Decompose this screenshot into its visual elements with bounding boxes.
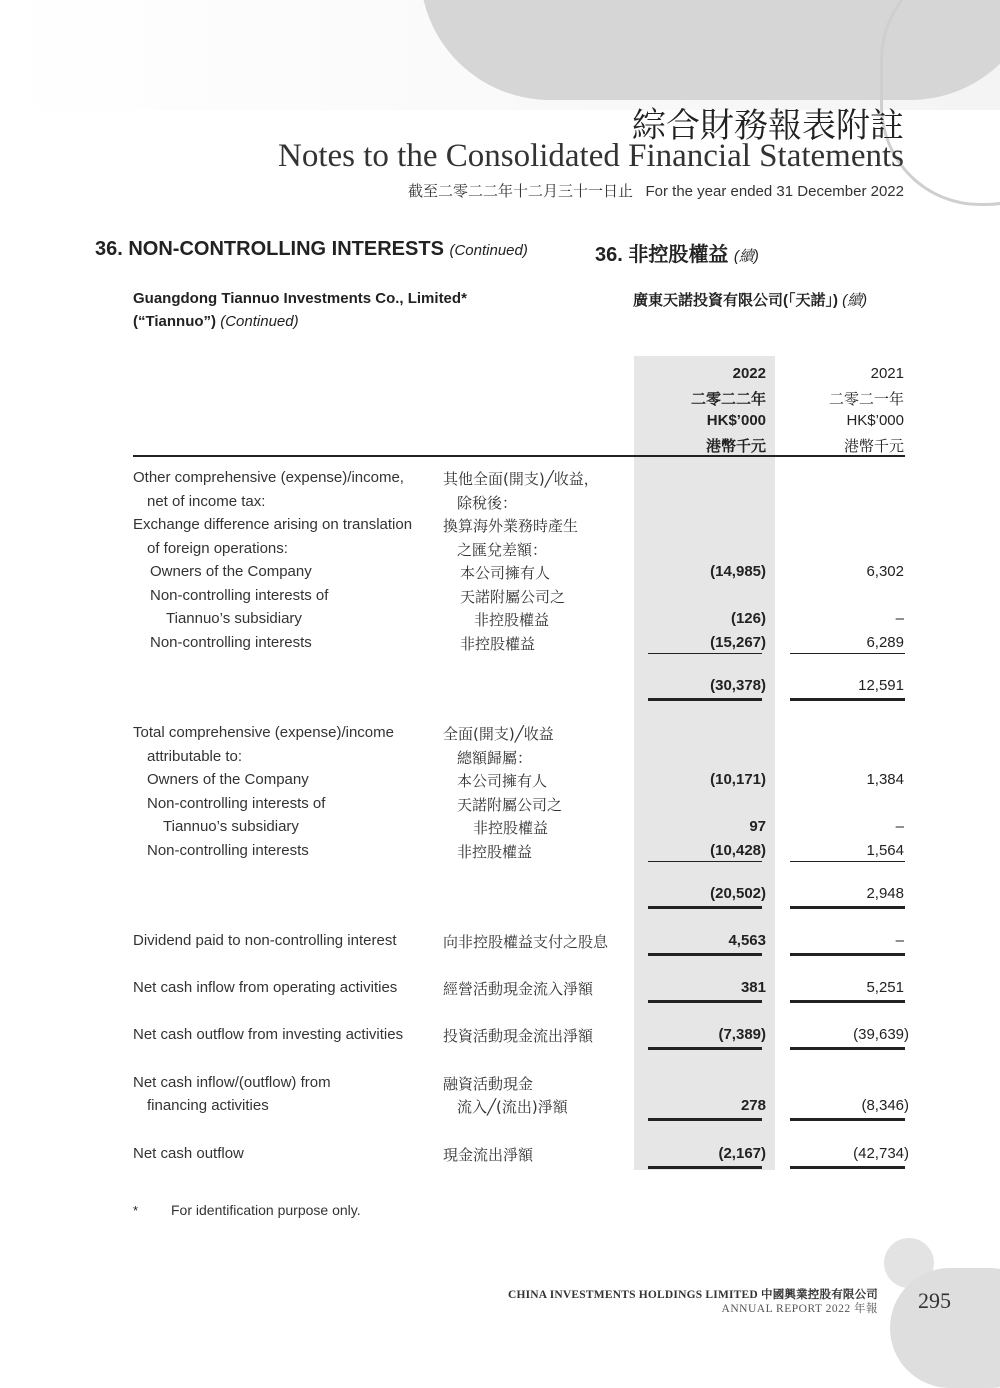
oci-total-2022: (30,378) (710, 677, 766, 694)
financing-label-zh-1: 融資活動現金 (443, 1075, 534, 1093)
col-2022-unit: HK$’000 (706, 412, 766, 429)
investing-rule-2022 (648, 1047, 762, 1050)
subheading-zh-continued: (續) (842, 292, 868, 309)
operating-label-en: Net cash inflow from operating activities (133, 979, 398, 996)
dividend-label-zh: 向非控股權益支付之股息 (443, 933, 609, 951)
footer-decoration-shape (890, 1268, 1000, 1388)
oci-label-zh-8: 非控股權益 (460, 635, 536, 653)
financing-label-en-1: Net cash inflow/(outflow) from (133, 1074, 331, 1091)
page-number: 295 (918, 1288, 951, 1313)
oci-label-zh-5: 本公司擁有人 (460, 564, 551, 582)
oci-label-zh-6: 天諾附屬公司之 (460, 588, 566, 606)
page-title-en: Notes to the Consolidated Financial Statements (278, 138, 904, 174)
operating-label-zh: 經營活動現金流入淨額 (443, 980, 594, 998)
tci-nci-2022: (10,428) (710, 842, 766, 859)
oci-owners-2021: 6,302 (866, 563, 904, 580)
operating-2021: 5,251 (866, 979, 904, 996)
investing-rule-2021 (790, 1047, 905, 1050)
footer-company-en: CHINA INVESTMENTS HOLDINGS LIMITED (507, 1289, 758, 1301)
tci-label-zh-4: 天諾附屬公司之 (457, 796, 563, 814)
tci-label-en-3: Owners of the Company (147, 771, 309, 788)
tci-label-en-1: Total comprehensive (expense)/income (133, 724, 394, 741)
oci-label-en-7: Tiannuo’s subsidiary (166, 610, 302, 627)
tci-label-zh-5: 非控股權益 (473, 819, 549, 837)
financing-2022: 278 (740, 1097, 766, 1114)
oci-label-zh-2: 除稅後： (457, 494, 518, 512)
oci-nci-2021: 6,289 (866, 634, 904, 651)
section-heading-zh-continued: (續) (733, 248, 759, 265)
oci-label-en-8: Non-controlling interests (150, 634, 312, 651)
oci-label-en-4: of foreign operations: (147, 540, 288, 557)
col-2022-year: 2022 (732, 365, 766, 382)
footer-report: ANNUAL REPORT 2022 年報 (721, 1303, 878, 1315)
oci-subtotal-rule-2022 (648, 653, 762, 654)
tci-owners-2021: 1,384 (866, 771, 904, 788)
period-text (408, 180, 904, 201)
oci-label-en-2: net of income tax: (147, 493, 266, 510)
subheading-en-continued: (Continued) (220, 313, 299, 330)
financing-rule-2021 (790, 1118, 905, 1121)
oci-label-zh-4: 之匯兌差額： (457, 541, 548, 559)
net-cash-label-zh: 現金流出淨額 (443, 1146, 534, 1164)
oci-subtotal-rule-2021 (790, 653, 905, 654)
oci-total-rule-2022 (648, 698, 762, 701)
tci-label-zh-6: 非控股權益 (457, 843, 533, 861)
footnote-text: For identification purpose only. (171, 1202, 361, 1218)
tci-nci-subsidiary-2021: – (895, 818, 904, 835)
tci-label-zh-1: 全面(開支)╱收益 (443, 725, 554, 743)
operating-rule-2022 (648, 1000, 762, 1003)
tci-label-en-4: Non-controlling interests of (147, 795, 326, 812)
subheading-zh (633, 289, 867, 310)
tci-subtotal-rule-2021 (790, 861, 905, 862)
operating-2022: 381 (740, 979, 766, 996)
operating-rule-2021 (790, 1000, 905, 1003)
tci-label-en-5: Tiannuo’s subsidiary (163, 818, 299, 835)
oci-label-zh-1: 其他全面(開支)╱收益， (443, 470, 599, 488)
investing-label-en: Net cash outflow from investing activities (133, 1026, 404, 1043)
oci-nci-subsidiary-2021: – (895, 610, 904, 627)
oci-label-en-5: Owners of the Company (150, 563, 312, 580)
oci-owners-2022: (14,985) (710, 563, 766, 580)
tci-subtotal-rule-2022 (648, 861, 762, 862)
oci-label-en-6: Non-controlling interests of (150, 587, 329, 604)
oci-total-2021: 12,591 (858, 677, 904, 694)
tci-total-2022: (20,502) (710, 885, 766, 902)
financing-label-en-2: financing activities (147, 1097, 269, 1114)
investing-label-zh: 投資活動現金流出淨額 (443, 1027, 594, 1045)
col-2021-year: 2021 (870, 365, 904, 382)
footer-company-zh: 中國興業控股有限公司 (761, 1287, 878, 1301)
investing-2021: (39,639) (853, 1026, 909, 1043)
financing-rule-2022 (648, 1118, 762, 1121)
section-heading-zh (595, 238, 759, 267)
financing-label-zh-2: 流入╱(流出)淨額 (457, 1098, 568, 1116)
net-cash-label-en: Net cash outflow (133, 1145, 244, 1162)
oci-label-zh-7: 非控股權益 (474, 611, 550, 629)
col-2021-unit: HK$’000 (846, 412, 904, 429)
col-2022-unit-zh: 港幣千元 (705, 438, 766, 455)
period-en: For the year ended 31 December 2022 (645, 183, 904, 200)
footnote-mark: * (133, 1203, 139, 1218)
net-cash-2022: (2,167) (718, 1145, 766, 1162)
section-heading-en (95, 238, 528, 261)
tci-nci-subsidiary-2022: 97 (749, 818, 766, 835)
oci-total-rule-2021 (790, 698, 905, 701)
tci-total-rule-2022 (648, 906, 762, 909)
subheading-en-line1: Guangdong Tiannuo Investments Co., Limited* (133, 290, 467, 307)
financing-2021: (8,346) (861, 1097, 909, 1114)
period-zh: 截至二零二二年十二月三十一日止 (407, 183, 633, 200)
page-title-zh: 綜合財務報表附註 (632, 106, 904, 146)
dividend-rule-2021 (790, 953, 905, 956)
oci-label-zh-3: 換算海外業務時產生 (443, 517, 579, 535)
col-2021-unit-zh: 港幣千元 (843, 438, 904, 455)
tci-label-en-2: attributable to: (147, 748, 243, 765)
oci-nci-2022: (15,267) (710, 634, 766, 651)
subheading-zh-text: 廣東天諾投資有限公司(「天諾」) (633, 292, 838, 309)
dividend-2021: – (895, 932, 904, 949)
subheading-en-line2 (133, 313, 299, 330)
oci-nci-subsidiary-2022: (126) (730, 610, 766, 627)
section-heading-zh-text: 36. 非控股權益 (595, 244, 729, 266)
tci-total-2021: 2,948 (866, 885, 904, 902)
section-heading-en-text: 36. NON-CONTROLLING INTERESTS (95, 238, 444, 260)
net-cash-rule-2021 (790, 1166, 905, 1169)
dividend-rule-2022 (648, 953, 762, 956)
tci-owners-2022: (10,171) (710, 771, 766, 788)
dividend-2022: 4,563 (728, 932, 766, 949)
net-cash-rule-2022 (648, 1166, 762, 1169)
col-2022-year-zh: 二零二二年 (690, 391, 766, 408)
oci-label-en-1: Other comprehensive (expense)/income, (133, 469, 404, 486)
net-cash-2021: (42,734) (853, 1145, 909, 1162)
tci-label-zh-2: 總額歸屬： (457, 749, 533, 767)
subheading-en-name: (“Tiannuo”) (133, 313, 217, 330)
section-heading-en-continued: (Continued) (449, 242, 528, 259)
oci-label-en-3: Exchange difference arising on translation (133, 516, 413, 533)
tci-total-rule-2021 (790, 906, 905, 909)
investing-2022: (7,389) (718, 1026, 766, 1043)
dividend-label-en: Dividend paid to non-controlling interest (133, 932, 397, 949)
tci-label-zh-3: 本公司擁有人 (457, 772, 548, 790)
header-divider (133, 455, 905, 457)
tci-nci-2021: 1,564 (866, 842, 904, 859)
tci-label-en-6: Non-controlling interests (147, 842, 309, 859)
col-2021-year-zh: 二零二一年 (828, 391, 904, 408)
